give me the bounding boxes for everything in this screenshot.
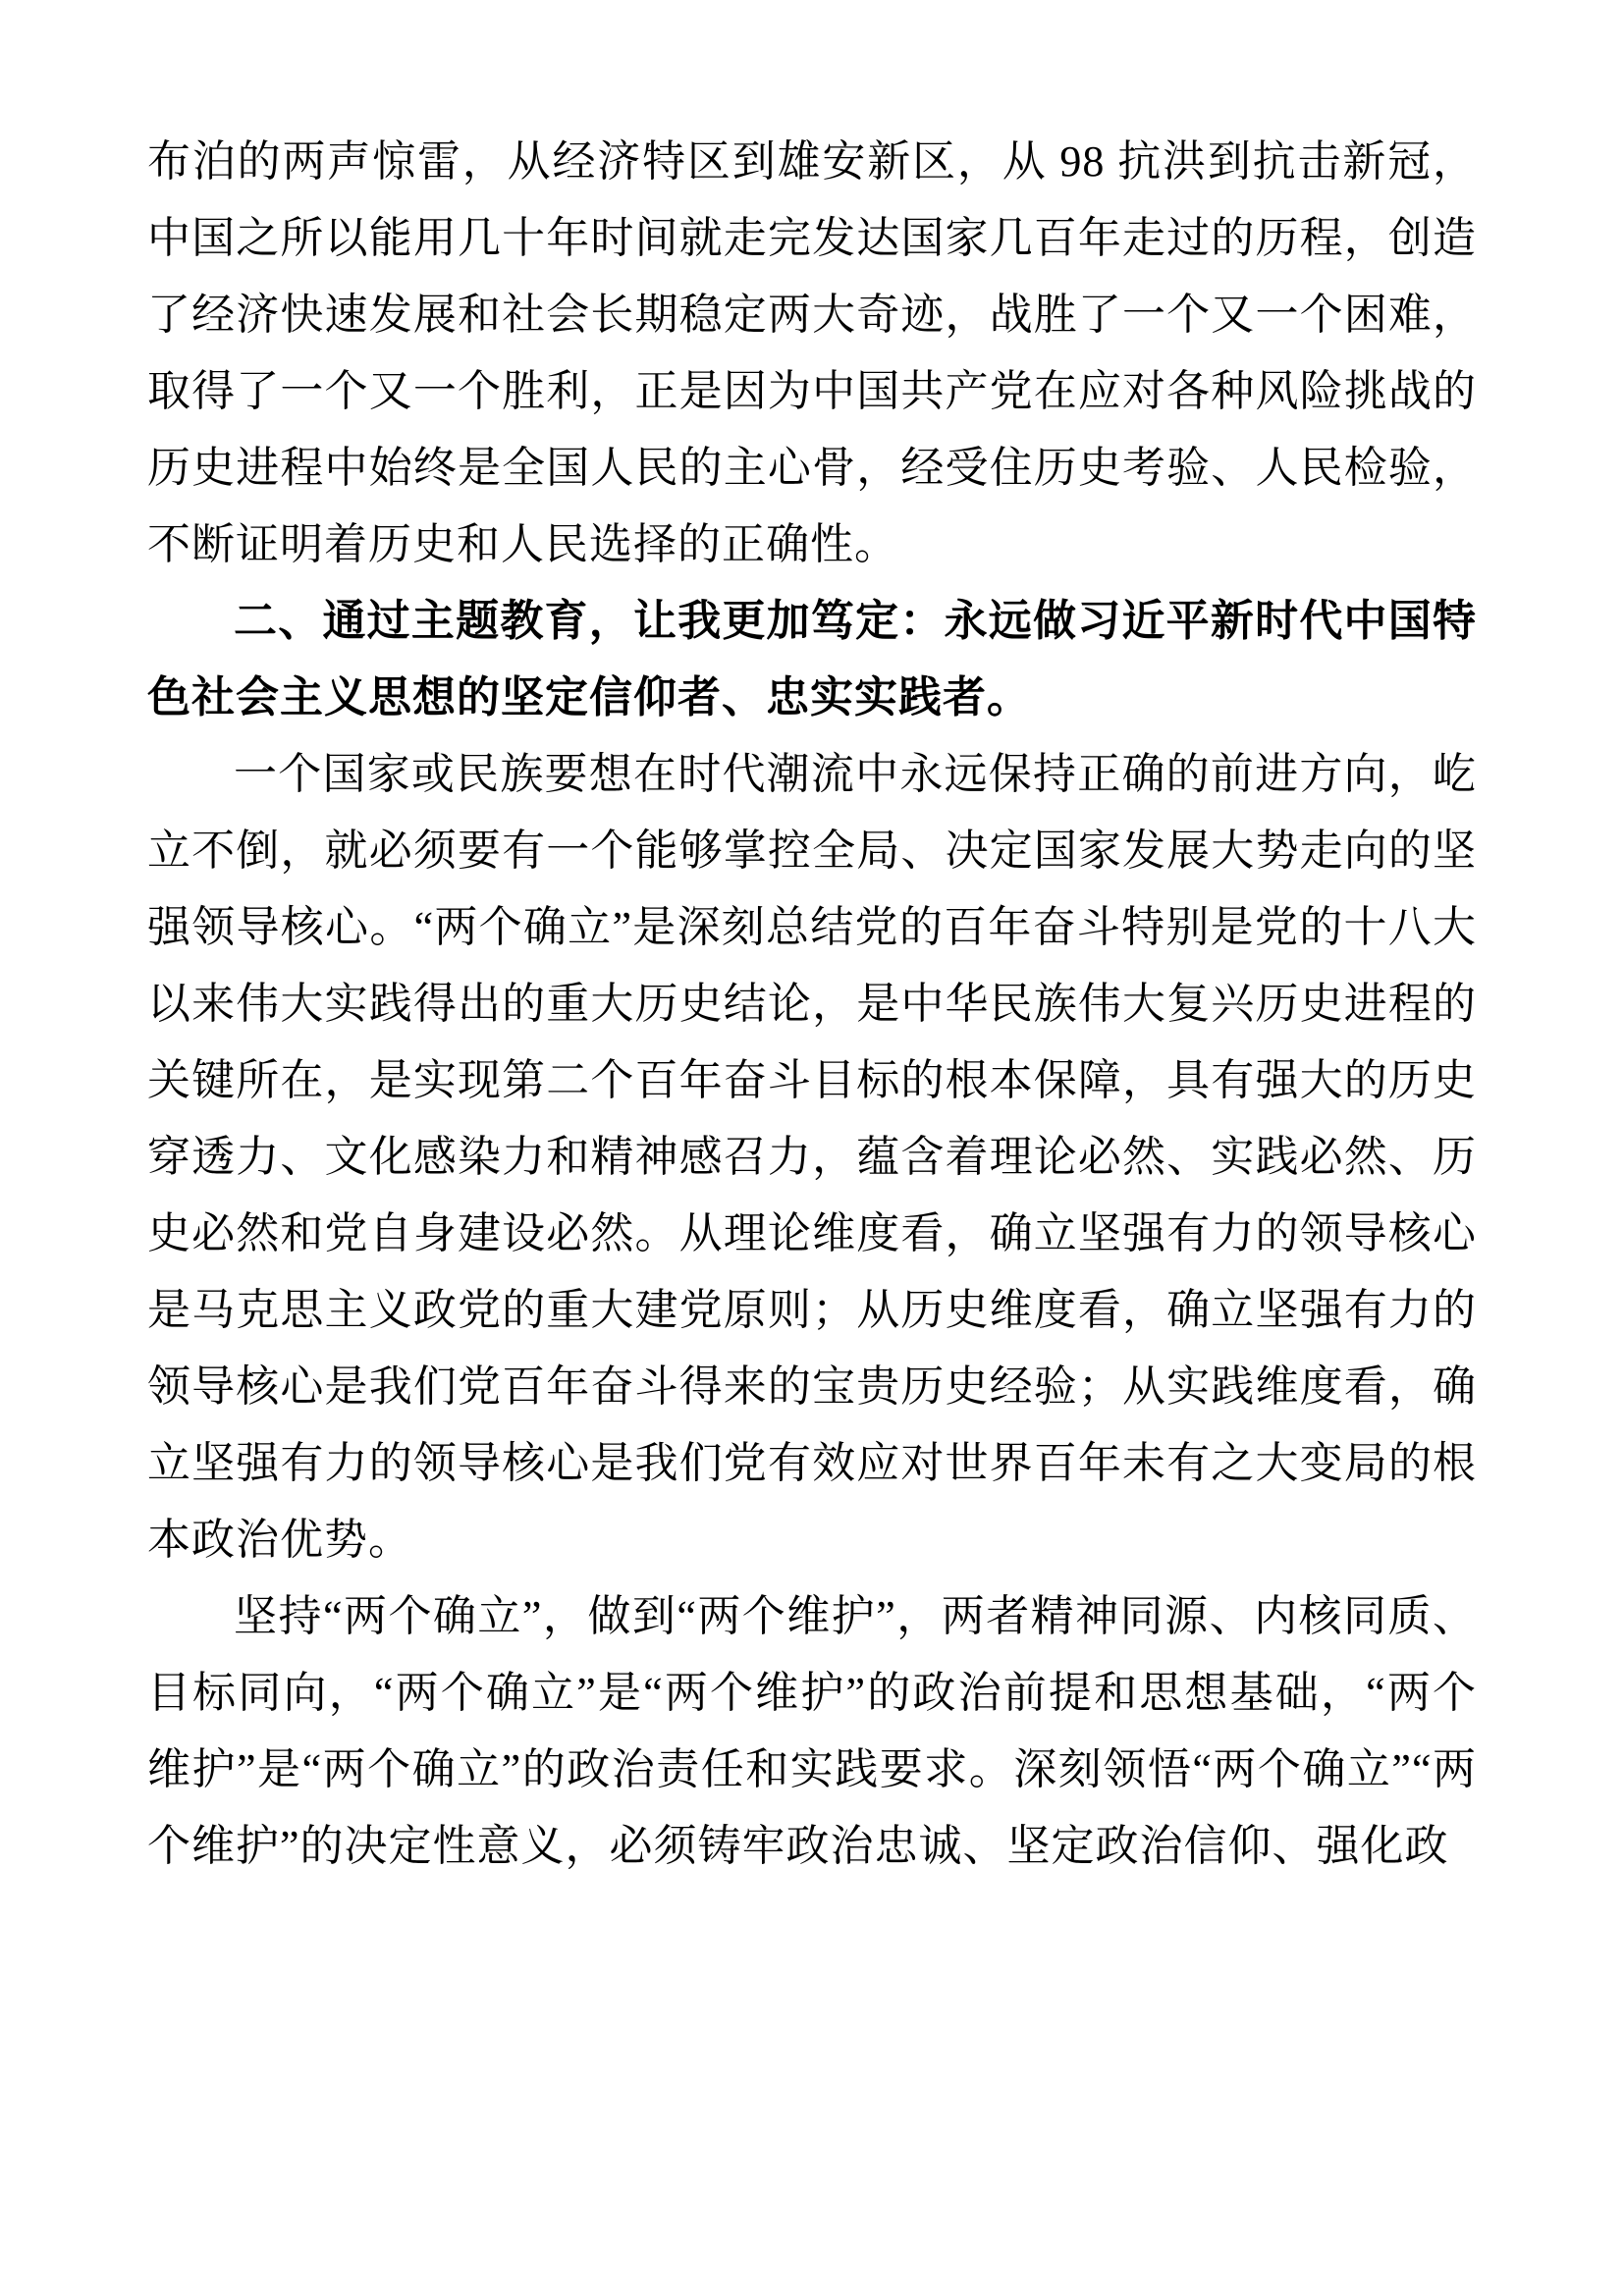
section-heading: 二、通过主题教育，让我更加笃定：永远做习近平新时代中国特色社会主义思想的坚定信仰者、忠实实践者。: [147, 597, 1477, 721]
paragraph-continuation: 布泊的两声惊雷，从经济特区到雄安新区，从 98 抗洪到抗击新冠，中国之所以能用几十年时间就走完发达国家几百年走过的历程，创造了经济快速发展和社会长期稳定两大奇迹，战胜了一个又一个困难，取得了一个又一个胜利，正是因为中国共产党在应对各种风险挑战的历史进程中始终是全国人民的主心骨，经受住历史考验、人民检验，不断证明着历史和人民选择的正确性。: [147, 137, 1477, 568]
paragraph-body: 一个国家或民族要想在时代潮流中永远保持正确的前进方向，屹立不倒，就必须要有一个能够掌控全局、决定国家发展大势走向的坚强领导核心。“两个确立”是深刻总结党的百年奋斗特别是党的十八大以来伟大实践得出的重大历史结论，是中华民族伟大复兴历史进程的关键所在，是实现第二个百年奋斗目标的根本保障，具有强大的历史穿透力、文化感染力和精神感召力，蕴含着理论必然、实践必然、历史必然和党自身建设必然。从理论维度看，确立坚强有力的领导核心是马克思主义政党的重大建党原则；从历史维度看，确立坚强有力的领导核心是我们党百年奋斗得来的宝贵历史经验；从实践维度看，确立坚强有力的领导核心是我们党有效应对世界百年未有之大变局的根本政治优势。: [147, 750, 1477, 1564]
paragraph-body: 坚持“两个确立”，做到“两个维护”，两者精神同源、内核同质、目标同向，“两个确立”是“两个维护”的政治前提和思想基础，“两个维护”是“两个确立”的政治责任和实践要求。深刻领悟“两个确立”“两个维护”的决定性意义，必须铸牢政治忠诚、坚定政治信仰、强化政: [147, 1592, 1477, 1870]
